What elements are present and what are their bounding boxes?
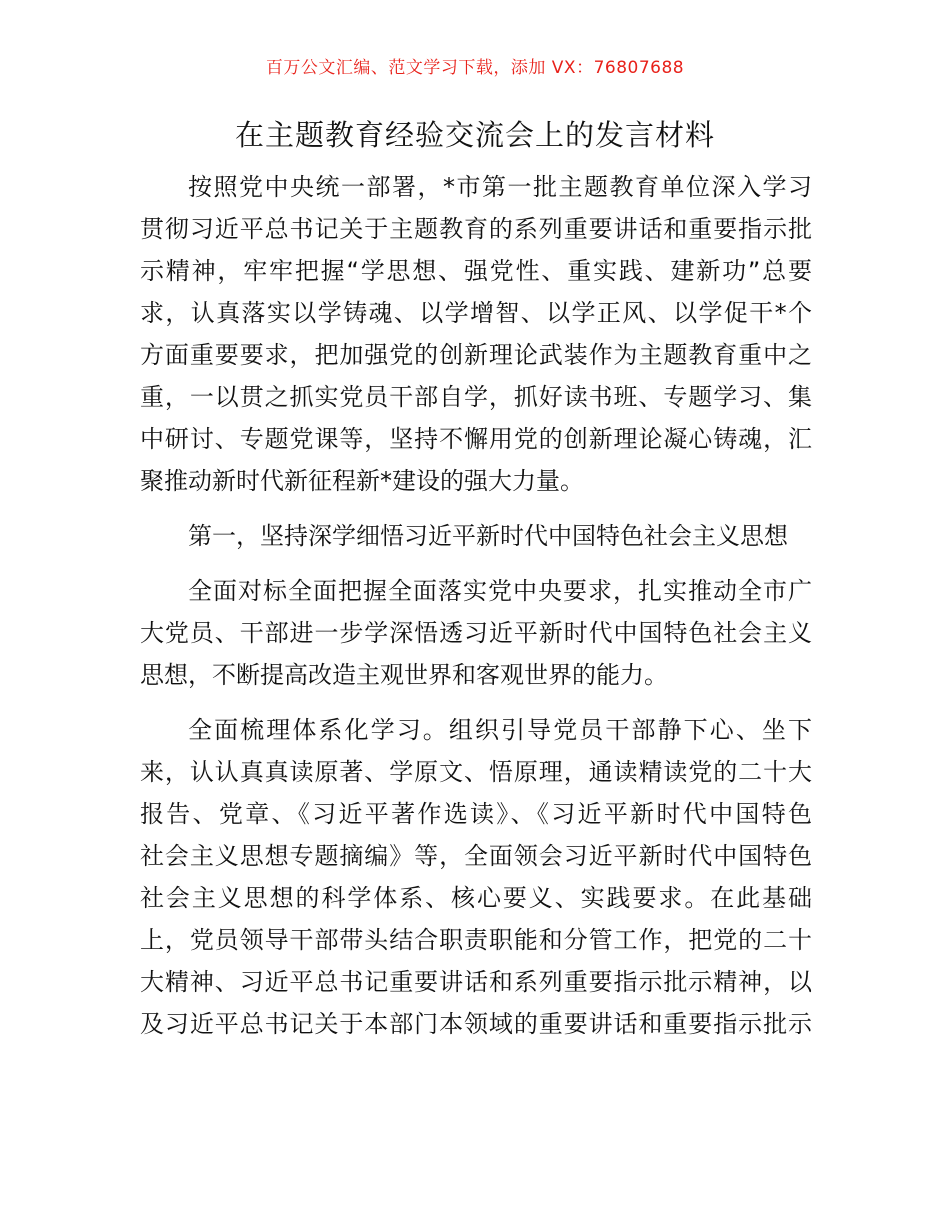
text-line: 报告、党章、《习近平著作选读》、《习近平新时代中国特色	[140, 800, 812, 828]
text-line: 贯彻习近平总书记关于主题教育的系列重要讲话和重要指示批	[140, 215, 812, 243]
text-line: 来，认认真真读原著、学原文、悟原理，通读精读党的二十大	[140, 758, 812, 786]
text-line: 中研讨、专题党课等，坚持不懈用党的创新理论凝心铸魂，汇	[140, 425, 812, 453]
text-line: 聚推动新时代新征程新*建设的强大力量。	[140, 467, 584, 495]
text-line: 全面对标全面把握全面落实党中央要求，扎实推动全市广	[188, 577, 812, 605]
text-line: 及习近平总书记关于本部门本领域的重要讲话和重要指示批示	[140, 1010, 812, 1038]
text-line: 方面重要要求，把加强党的创新理论武装作为主题教育重中之	[140, 341, 812, 369]
text-line: 思想，不断提高改造主观世界和客观世界的能力。	[140, 661, 668, 689]
text-line: 重，一以贯之抓实党员干部自学，抓好读书班、专题学习、集	[140, 383, 812, 411]
paragraph	[140, 570, 812, 696]
text-line: 大精神、习近平总书记重要讲话和系列重要指示批示精神，以	[140, 968, 812, 996]
text-line: 按照党中央统一部署，*市第一批主题教育单位深入学习	[188, 173, 812, 201]
text-line: 全面梳理体系化学习。组织引导党员干部静下心、坐下	[188, 716, 812, 744]
text-line: 第一，坚持深学细悟习近平新时代中国特色社会主义思想	[188, 522, 788, 550]
text-line: 求，认真落实以学铸魂、以学增智、以学正风、以学促干*个	[140, 299, 812, 327]
paragraph	[140, 709, 812, 1045]
paragraph	[140, 166, 812, 502]
header-watermark-note: 百万公文汇编、范文学习下载，添加 VX：76807688	[265, 58, 685, 78]
text-line: 示精神，牢牢把握“学思想、强党性、重实践、建新功”总要	[140, 257, 812, 285]
text-line: 大党员、干部进一步学深悟透习近平新时代中国特色社会主义	[140, 619, 812, 647]
text-line: 上，党员领导干部带头结合职责职能和分管工作，把党的二十	[140, 926, 812, 954]
document-body	[140, 166, 812, 1058]
text-line: 社会主义思想的科学体系、核心要义、实践要求。在此基础	[140, 884, 812, 912]
document-title: 在主题教育经验交流会上的发言材料	[234, 118, 715, 152]
text-line: 社会主义思想专题摘编》等，全面领会习近平新时代中国特色	[140, 842, 812, 870]
section-heading	[140, 515, 812, 557]
